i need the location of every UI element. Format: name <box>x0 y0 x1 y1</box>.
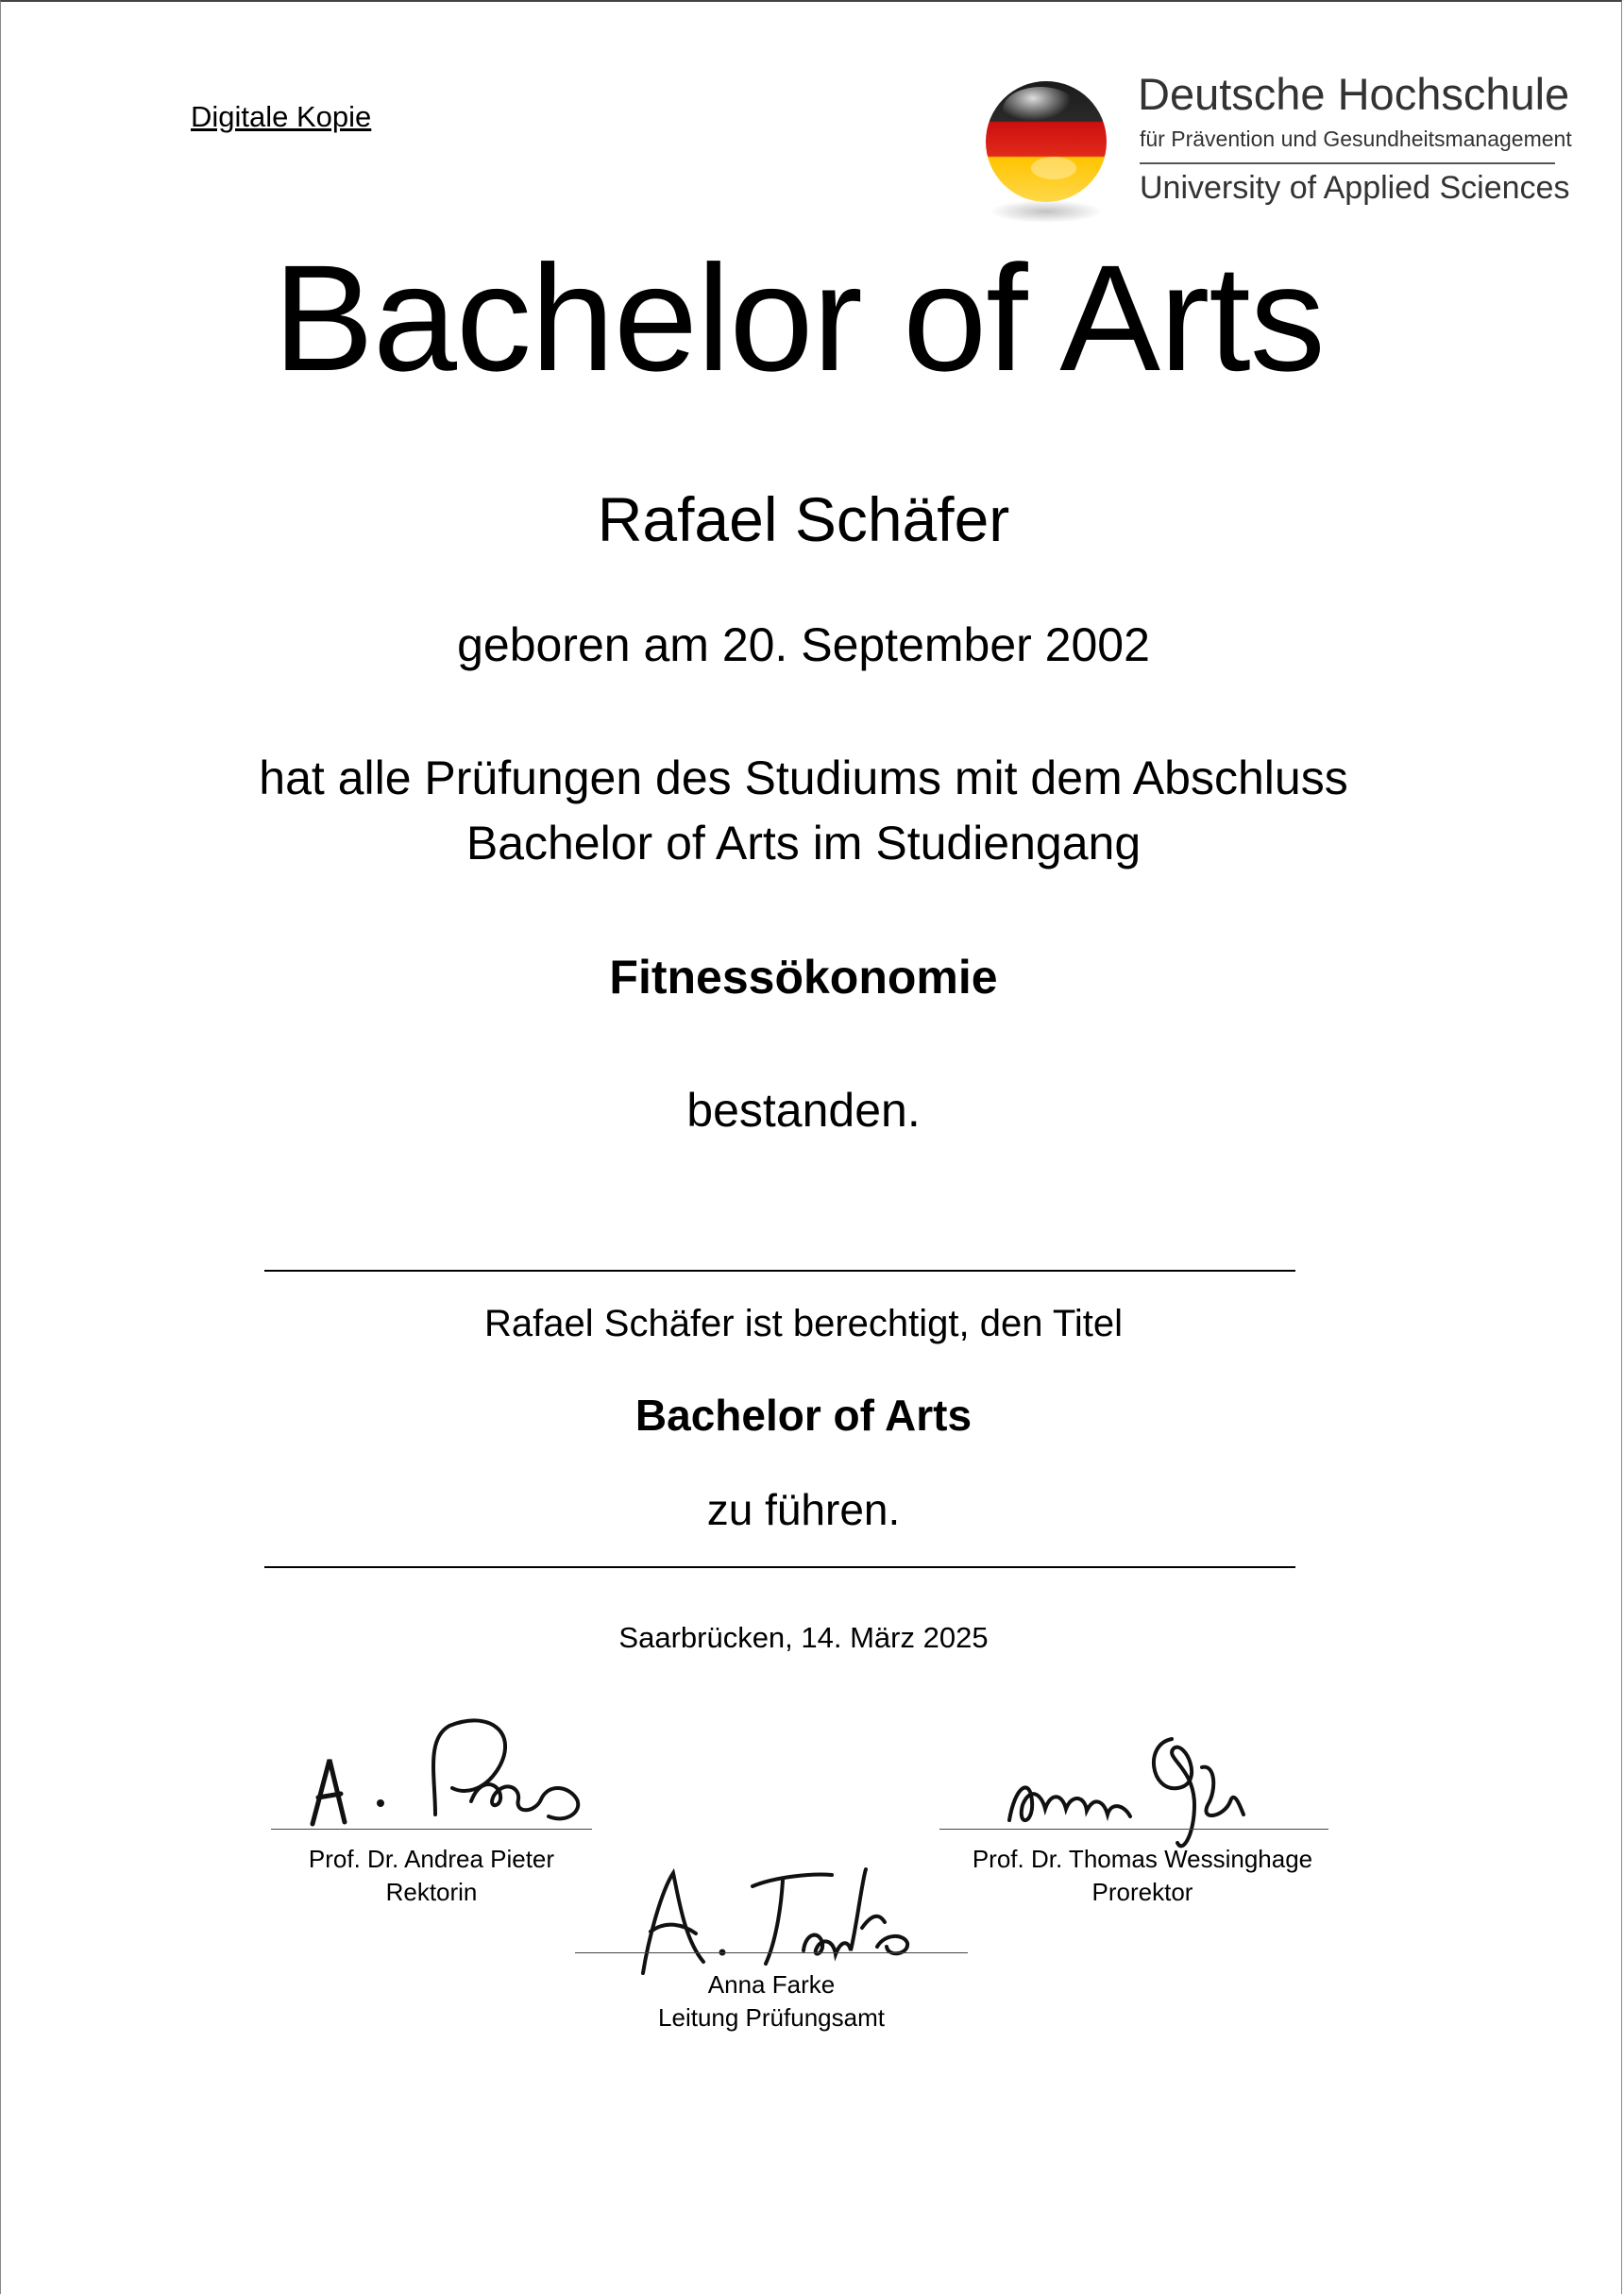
academic-title: Bachelor of Arts <box>634 1391 973 1440</box>
signature-line-prorektor <box>939 1829 1328 1830</box>
logo-name: Deutsche Hochschule <box>1138 69 1570 119</box>
degree-title: Bachelor of Arts <box>273 233 1325 402</box>
signatory-role: Prorektor <box>1091 1878 1193 1907</box>
digital-copy-link[interactable]: Digitale Kopie <box>191 100 372 133</box>
signatory-role: Leitung Prüfungsamt <box>658 2003 885 2033</box>
study-program: Fitnessökonomie <box>609 951 998 1004</box>
birth-date: geboren am 20. September 2002 <box>457 618 1150 671</box>
entitlement-text: Rafael Schäfer ist berechtigt, den Titel <box>484 1303 1123 1344</box>
graduate-name: Rafael Schäfer <box>597 484 1010 554</box>
statement-line-2: Bachelor of Arts im Studiengang <box>465 817 1142 869</box>
signature-line-rektorin <box>271 1829 592 1830</box>
signature-line-pruefungsamt <box>575 1952 968 1953</box>
divider-top <box>264 1270 1295 1272</box>
signatory-pruefungsamt <box>575 1968 968 2034</box>
place-date: Saarbrücken, 14. März 2025 <box>618 1621 989 1654</box>
passed-text: bestanden. <box>686 1084 921 1137</box>
signature-pruefungsamt <box>624 1852 945 1984</box>
globe-logo-icon <box>978 70 1120 230</box>
logo-subtitle: für Prävention und Gesundheitsmanagement <box>1140 127 1572 151</box>
signatory-role: Rektorin <box>385 1878 478 1907</box>
signatory-name: Prof. Dr. Andrea Pieter <box>308 1845 555 1873</box>
signature-prorektor <box>992 1711 1276 1862</box>
logo-divider <box>1140 162 1555 164</box>
signatory-name: Anna Farke <box>707 1970 836 1999</box>
signatory-name: Prof. Dr. Thomas Wessinghage <box>972 1845 1313 1873</box>
signatory-rektorin <box>271 1843 592 1909</box>
entitlement-closing: zu führen. <box>706 1485 901 1534</box>
signatory-prorektor <box>939 1843 1345 1909</box>
logo-tagline: University of Applied Sciences <box>1140 170 1570 206</box>
divider-bottom <box>264 1566 1295 1568</box>
statement-line-1: hat alle Prüfungen des Studiums mit dem Abschluss <box>259 751 1348 804</box>
signature-rektorin <box>294 1701 596 1833</box>
